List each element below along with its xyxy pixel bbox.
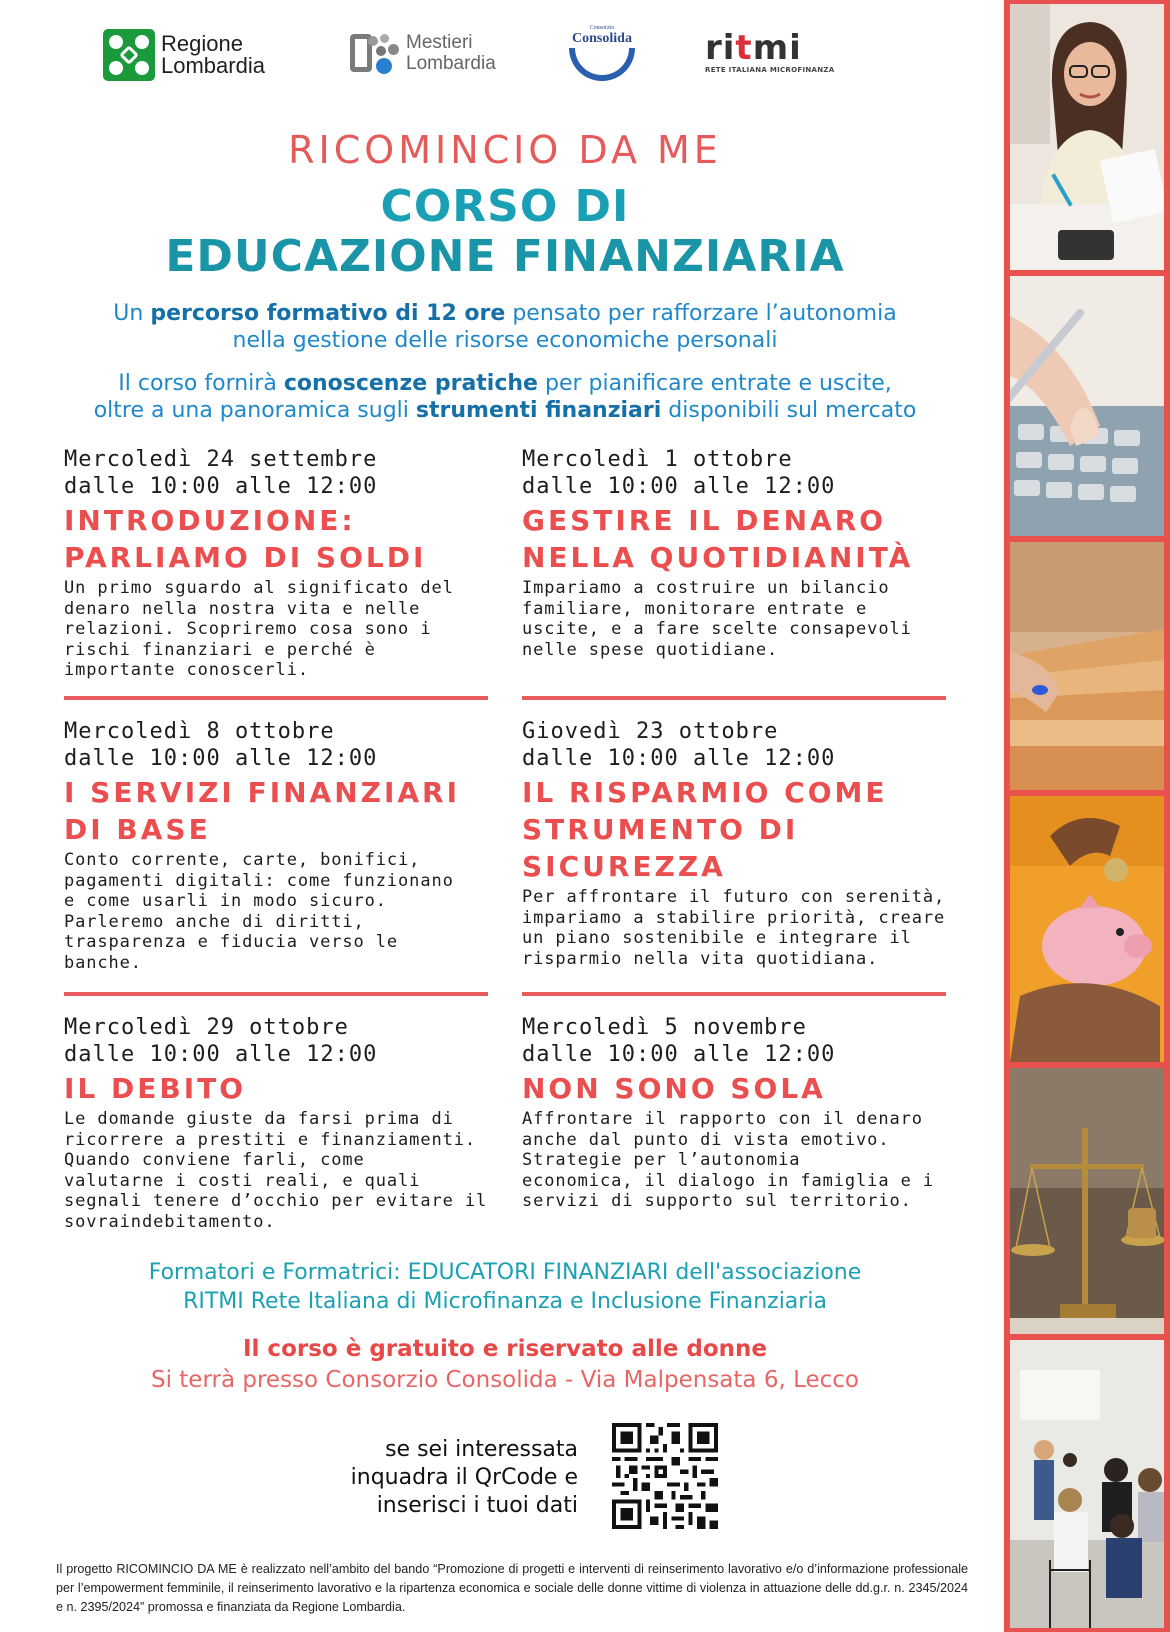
section-divider	[64, 696, 488, 700]
intro-paragraph-2: Il corso fornirà conoscenze pratiche per pianificare entrate e uscite, oltre a una panoramica sugli strumenti finanziari disponibili sul mercato	[93, 371, 917, 423]
session-date: Mercoledì 24 settembre	[64, 447, 378, 472]
mestieri-lombardia-logo	[350, 30, 496, 76]
mestieri-mark-icon	[350, 30, 400, 76]
session-card	[64, 1014, 494, 1232]
session-description: Affrontare il rapporto con il denaro anche dal punto di vista emotivo. Strategie per l’autonomia economica, il dialogo in famiglia e i servizi di supporto sul territorio.	[522, 1109, 934, 1211]
regione-lombardia-wordmark: Regione Lombardia	[161, 31, 265, 78]
balance-scale-icon	[1010, 1068, 1164, 1334]
trainers-info: Formatori e Formatrici: EDUCATORI FINANZIARI dell'associazione RITMI Rete Italiana di Microfinanza e Inclusione Finanziaria	[148, 1260, 862, 1314]
photo-strip	[1004, 0, 1170, 1632]
page-title-line2: EDUCAZIONE FINANZIARIA	[165, 231, 845, 282]
project-kicker: RICOMINCIO DA ME	[288, 128, 722, 172]
venue-address: Si terrà presso Consorzio Consolida - Via Malpensata 6, Lecco	[150, 1367, 859, 1393]
session-date: Mercoledì 29 ottobre	[64, 1015, 349, 1040]
session-time: dalle 10:00 alle 12:00	[522, 474, 836, 499]
consolida-logo: Consorzio Consolida	[566, 24, 638, 80]
session-time: dalle 10:00 alle 12:00	[64, 474, 378, 499]
section-divider	[522, 696, 946, 700]
woman-with-documents-icon	[1010, 4, 1164, 270]
session-date: Mercoledì 1 ottobre	[522, 447, 793, 472]
session-title: GESTIRE IL DENARO NELLA QUOTIDIANITÀ	[522, 504, 914, 574]
session-description: Per affrontare il futuro con serenità, impariamo a stabilire priorità, creare un piano sostenibile e integrare il risparmio nella vita quotidiana.	[522, 887, 946, 969]
page-title-line1: CORSO DI	[380, 181, 630, 232]
qr-instructions: se sei interessata inquadra il QrCode e inserisci i tuoi dati	[350, 1437, 578, 1518]
intro-paragraph-1: Un percorso formativo di 12 ore pensato per rafforzare l’autonomia nella gestione delle risorse economiche personali	[113, 301, 897, 353]
session-card	[522, 718, 952, 969]
euro-banknotes-icon	[1010, 542, 1164, 790]
session-card	[522, 446, 952, 660]
session-card	[64, 718, 494, 973]
qr-code-icon[interactable]	[612, 1423, 718, 1529]
session-title: INTRODUZIONE: PARLIAMO DI SOLDI	[64, 504, 427, 574]
session-title: I SERVIZI FINANZIARI DI BASE	[64, 776, 461, 846]
session-time: dalle 10:00 alle 12:00	[522, 746, 836, 771]
funding-footnote: Il progetto RICOMINCIO DA ME è realizzato nell’ambito del bando “Promozione di progetti e interventi di reinserimento lavorativo e/o d’informazione professionale per l’empowerment femminile, il reinserimento lavorativo e la ripartenza economica e sociale delle donne vittime di violenza in attuazione delle dd.g.r. n. 2345/2024 e n. 2395/2024” promossa e finanziata da Regione Lombardia.	[56, 1562, 968, 1614]
classroom-icon	[1010, 1340, 1164, 1628]
consolida-arc-icon	[569, 48, 635, 81]
session-description: Le domande giuste da farsi prima di ricorrere a prestiti e finanziamenti. Quando conviene farli, come valutarne i costi reali, e quali segnali tenere d’occhio per evitare il sovraindebitamento.	[64, 1109, 488, 1232]
calculator-hand-icon	[1010, 276, 1164, 536]
session-time: dalle 10:00 alle 12:00	[64, 1042, 378, 1067]
section-divider	[64, 992, 488, 996]
free-course-notice: Il corso è gratuito e riservato alle donne	[242, 1336, 767, 1362]
session-date: Mercoledì 5 novembre	[522, 1015, 807, 1040]
session-time: dalle 10:00 alle 12:00	[522, 1042, 836, 1067]
session-description: Conto corrente, carte, bonifici, pagamenti digitali: come funzionano e come usarli in modo sicuro. Parleremo anche di diritti, trasparenza e fiducia verso le banche.	[64, 850, 454, 973]
session-time: dalle 10:00 alle 12:00	[64, 746, 378, 771]
session-title: NON SONO SOLA	[522, 1072, 826, 1105]
regione-lombardia-mark-icon	[103, 29, 155, 81]
session-title: IL RISPARMIO COME STRUMENTO DI SICUREZZA	[522, 776, 888, 883]
ritmi-logo: ritmi RETE ITALIANA MICROFINANZA	[705, 28, 835, 74]
regione-lombardia-logo	[103, 29, 265, 81]
piggy-bank-icon	[1010, 796, 1164, 1062]
section-divider	[522, 992, 946, 996]
session-date: Giovedì 23 ottobre	[522, 719, 779, 744]
mestieri-wordmark: Mestieri Lombardia	[406, 32, 496, 74]
session-title: IL DEBITO	[64, 1072, 247, 1105]
session-card	[64, 446, 494, 681]
session-date: Mercoledì 8 ottobre	[64, 719, 335, 744]
session-card	[522, 1014, 952, 1212]
session-description: Impariamo a costruire un bilancio familiare, monitorare entrate e uscite, e a fare scelte consapevoli nelle spese quotidiane.	[522, 578, 912, 660]
session-description: Un primo sguardo al significato del denaro nella nostra vita e nelle relazioni. Scopriremo cosa sono i rischi finanziari e perché è importante conoscerli.	[64, 578, 454, 680]
